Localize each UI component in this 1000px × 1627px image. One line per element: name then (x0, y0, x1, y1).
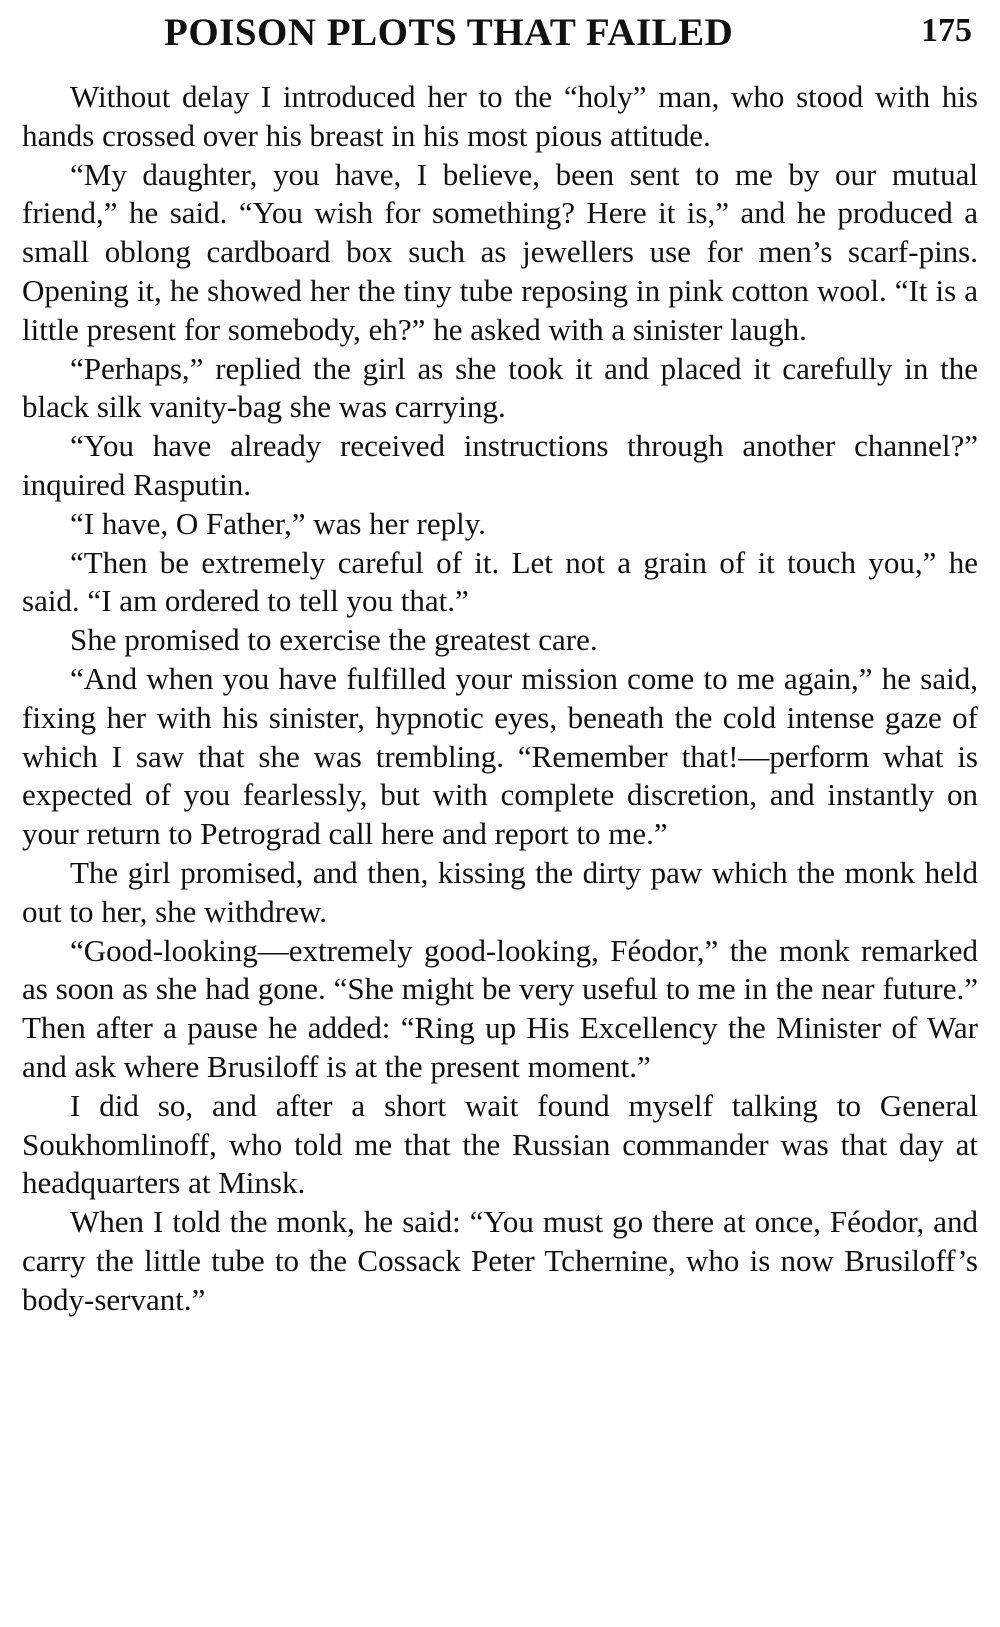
paragraph: “I have, O Father,” was her reply. (70, 505, 486, 541)
paragraph: When I told the monk, he said: “You must go there at once, Féodor, and carry the little tube to the Cossack Peter Tchernine, who is now Brusiloff’s body-servant.” (22, 1204, 978, 1317)
paragraph: “Good-looking—extremely good-looking, Féodor,” the monk remarked as soon as she had gone. “She might be very useful to me in the near future.” Then after a pause he added: “Ring up His Excellency the Minister of War and ask where Brusiloff is at the present moment.” (22, 932, 978, 1084)
paragraph: The girl promised, and then, kissing the dirty paw which the monk held out to her, she withdrew. (22, 854, 978, 929)
running-head: POISON PLOTS THAT FAILED (164, 11, 734, 54)
page-number: 175 (921, 12, 972, 49)
paragraph: “And when you have fulfilled your mission come to me again,” he said, fixing her with his sinister, hypnotic eyes, beneath the cold intense gaze of which I saw that she was trembling. “Remember that!—perform what is expected of you fearlessly, but with complete discretion, and instantly on your return to Petrograd call here and report to me.” (22, 660, 978, 852)
body-text (22, 78, 978, 1320)
paragraph: She promised to exercise the greatest care. (70, 622, 598, 658)
page-header (150, 10, 972, 60)
paragraph: “Then be extremely careful of it. Let not a grain of it touch you,” he said. “I am ordered to tell you that.” (22, 544, 978, 619)
paragraph: I did so, and after a short wait found myself talking to General Soukhomlinoff, who told me that the Russian commander was that day at headquarters at Minsk. (22, 1087, 978, 1201)
paragraph: Without delay I introduced her to the “holy” man, who stood with his hands crossed over his breast in his most pious attitude. (22, 79, 978, 153)
paragraph: “My daughter, you have, I believe, been sent to me by our mutual friend,” he said. “You wish for something? Here it is,” and he produced a small oblong cardboard box such as jewellers use for men’s scarf-pins. Opening it, he showed her the tiny tube reposing in pink cotton wool. “It is a little present for somebody, eh?” he asked with a sinister laugh. (22, 156, 978, 347)
paragraph: “Perhaps,” replied the girl as she took it and placed it carefully in the black silk vanity-bag she was carrying. (22, 350, 978, 425)
paragraph: “You have already received instructions through another channel?” inquired Rasputin. (22, 428, 978, 502)
